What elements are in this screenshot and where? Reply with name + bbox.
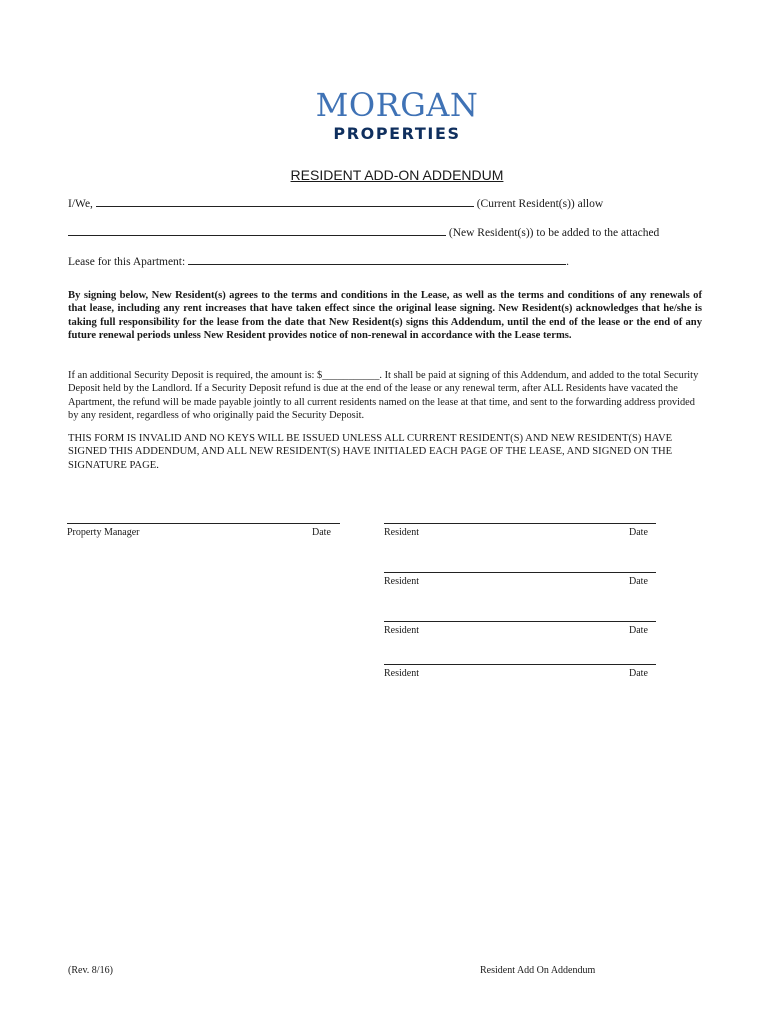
resident-label-1: Resident (384, 527, 419, 538)
resident-date-label-2: Date (629, 576, 648, 587)
validity-notice: THIS FORM IS INVALID AND NO KEYS WILL BE ISSUED UNLESS ALL CURRENT RESIDENT(S) AND NEW RESIDENT(S) HAVE SIGNED THIS ADDENDUM, AND ALL NEW RESIDENT(S) HAVE INITIALED EACH PAGE OF THE LEASE, AND SIGNED ON THE SIGNATURE PAGE. (68, 433, 673, 471)
deposit-text-before: If an additional Security Deposit is required, the amount is: $ (68, 370, 323, 381)
apartment-blank[interactable] (188, 263, 566, 265)
resident-date-label-3: Date (629, 625, 648, 636)
resident-label-3: Resident (384, 625, 419, 636)
logo-wordmark-properties: PROPERTIES (333, 124, 461, 143)
deposit-text-after: . It shall be paid at signing of this Addendum, and added to the total Security Deposit held by the Landlord. If a Security Deposit refund is due at the end of the lease or any renewal term, after ALL Residents have vacated the Apartment, the refund will be made payable jointly to all current residents named on the lease at that time, and sent to the forwarding address provided by any resident, regardless of who originally paid the Security Deposit. (68, 370, 699, 422)
form-name-footer: Resident Add On Addendum (480, 965, 596, 976)
logo-wordmark-morgan: MORGAN (315, 86, 479, 124)
resident-signature-line-4[interactable] (384, 664, 656, 665)
security-deposit-paragraph (68, 369, 700, 423)
revision-footer: (Rev. 8/16) (68, 965, 113, 976)
property-manager-label: Property Manager (67, 527, 140, 538)
resident-date-label-1: Date (629, 527, 648, 538)
terms-paragraph: By signing below, New Resident(s) agrees to the terms and conditions in the Lease, as well as the terms and conditions of any renewals of that lease, including any rent increases that have taken effect since the original lease signing. New Resident(s) acknowledges that he/she is taking full responsibility for the lease from the date that New Resident(s) signs this Addendum, until the end of the lease or the end of any future renewal periods unless New Resident provides notice of non-renewal in accordance with the Lease terms. (68, 290, 702, 341)
property-manager-date-label: Date (312, 527, 331, 538)
resident-label-4: Resident (384, 668, 419, 679)
resident-signature-line-1[interactable] (384, 523, 656, 524)
new-resident-row (68, 227, 659, 239)
property-manager-signature-line[interactable] (67, 523, 340, 524)
current-resident-blank[interactable] (96, 205, 474, 207)
resident-date-label-4: Date (629, 668, 648, 679)
apartment-row (68, 256, 569, 268)
resident-signature-line-3[interactable] (384, 621, 656, 622)
new-resident-blank[interactable] (68, 234, 446, 236)
resident-label-2: Resident (384, 576, 419, 587)
apartment-suffix: . (566, 256, 569, 268)
current-resident-row (68, 198, 603, 210)
current-resident-prefix: I/We, (68, 198, 93, 210)
current-resident-suffix: (Current Resident(s)) allow (476, 198, 604, 210)
apartment-prefix: Lease for this Apartment: (68, 256, 186, 268)
deposit-amount-blank[interactable]: ___________ (322, 370, 380, 381)
new-resident-suffix: (New Resident(s)) to be added to the attached (448, 227, 660, 239)
resident-signature-line-2[interactable] (384, 572, 656, 573)
document-title: RESIDENT ADD-ON ADDENDUM (290, 167, 504, 183)
